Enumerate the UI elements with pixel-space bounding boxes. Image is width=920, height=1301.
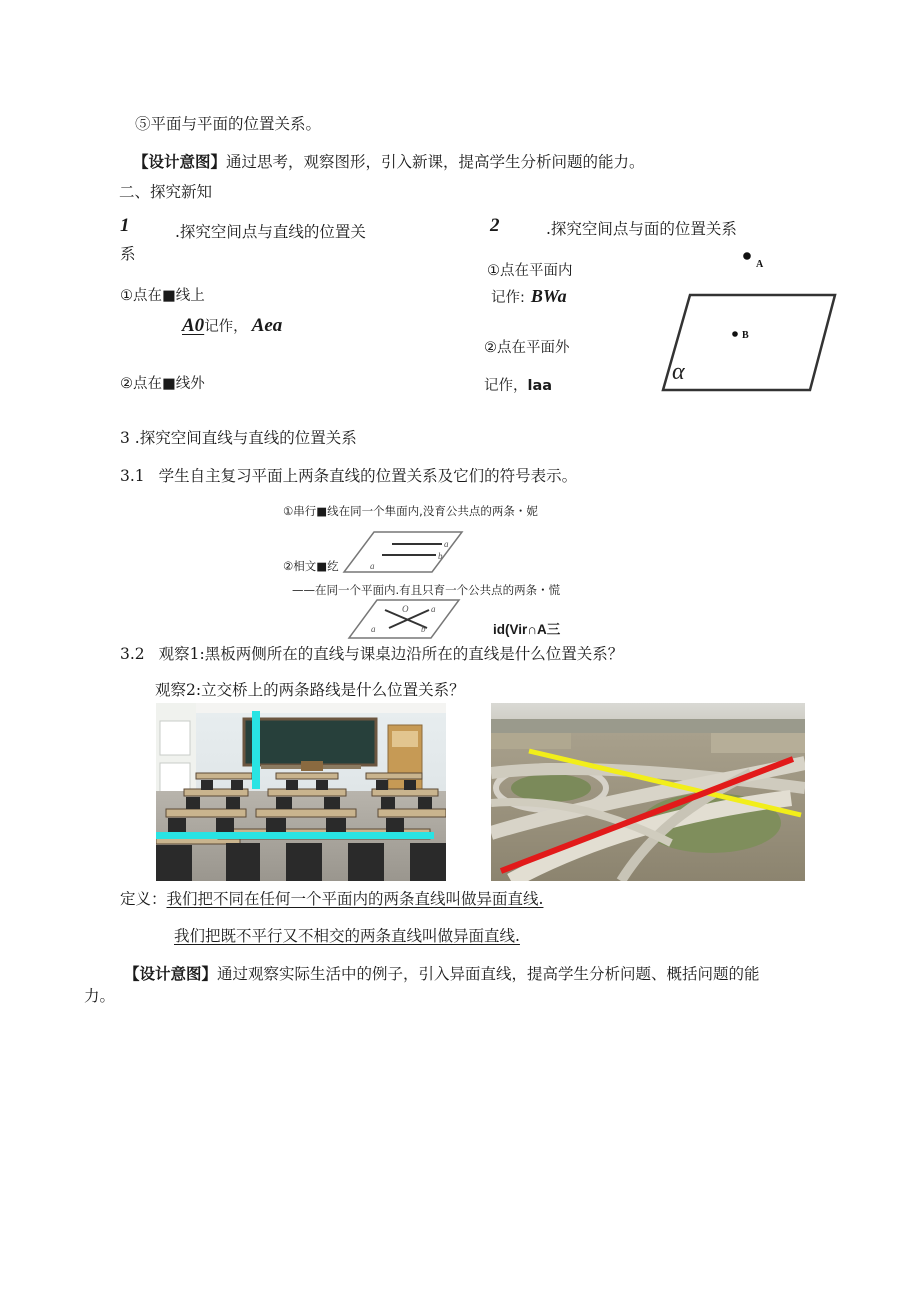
p32-obs1 bbox=[120, 642, 623, 664]
sub2-notation1-b: BWa bbox=[530, 286, 567, 306]
p32-obs1-text: 观察1:黑板两侧所在的直线与课桌边沿所在的直线是什么位置关系？ bbox=[158, 645, 624, 663]
point-a bbox=[743, 252, 751, 260]
sub2-notation1 bbox=[491, 286, 567, 307]
blackboard-edge-highlight bbox=[252, 711, 260, 789]
p31-text: 学生自主复习平面上两条直线的位置关系及它们的符号表示。 bbox=[158, 467, 578, 485]
sub2-title: .探究空间点与面的位置关系 bbox=[546, 220, 737, 238]
point-a-label: A bbox=[756, 259, 764, 270]
plane-shape bbox=[663, 295, 835, 390]
parallel-lines-figure bbox=[340, 528, 465, 578]
design-intent-2-text: 通过观察实际生活中的例子，引入异面直线，提高学生分析问题、概括问题的能 bbox=[217, 965, 760, 983]
definition-label: 定义： bbox=[120, 890, 167, 908]
intersection-label-o: O bbox=[402, 604, 409, 614]
sub2-notation2-a: 记作， bbox=[484, 378, 528, 394]
design-intent-2-tag: 【设计意图】 bbox=[124, 964, 218, 983]
sub1-notation bbox=[182, 315, 282, 337]
design-intent-2 bbox=[124, 962, 760, 984]
sub1-title: .探究空间点与直线的位置关 bbox=[175, 223, 366, 241]
p31 bbox=[120, 464, 577, 486]
sub1-number: 1 bbox=[120, 215, 130, 236]
parallel-plane-label: a bbox=[370, 561, 375, 571]
sub2-notation2 bbox=[484, 374, 552, 395]
classroom-photo bbox=[156, 703, 446, 881]
sub1-notation-c: Aea bbox=[251, 315, 283, 336]
p32-obs2: 观察2:立交桥上的两条路线是什么位置关系？ bbox=[155, 681, 465, 699]
sub1-title-cont: 系 bbox=[120, 245, 136, 263]
fig31-line3: ——在同一个平面内.有且只育一个公共点的两条・慌 bbox=[292, 583, 561, 597]
p31-number: 3.1 bbox=[120, 467, 145, 485]
sub2-item2: ②点在平面外 bbox=[484, 340, 570, 356]
intersecting-plane-label: a bbox=[371, 624, 376, 634]
sub2-number: 2 bbox=[490, 215, 500, 236]
sub1-item1: ①点在■线上 bbox=[120, 288, 205, 304]
intersecting-lines-figure bbox=[345, 598, 465, 640]
plane-alpha-label: α bbox=[672, 359, 685, 385]
sub2-notation2-b: laa bbox=[527, 378, 553, 394]
definition-text-1: 我们把不同在任何一个平面内的两条直线叫做异面直线. bbox=[166, 890, 544, 908]
p32-number: 3.2 bbox=[120, 645, 145, 663]
point-b bbox=[732, 331, 738, 337]
definition-1 bbox=[120, 887, 543, 909]
sub2-item1: ①点在平面内 bbox=[487, 263, 573, 279]
fig31-line1: ①串行■线在同一个隼面内,没育公共点的两条・妮 bbox=[283, 504, 538, 518]
parallel-label-a: a bbox=[444, 539, 449, 549]
intersecting-label-b: b bbox=[421, 624, 426, 634]
intro-item: ⑤平面与平面的位置关系。 bbox=[135, 115, 322, 133]
sub1-notation-a: A0 bbox=[182, 315, 205, 336]
parallel-label-b: b bbox=[438, 551, 443, 561]
fig31-line4: id(Vir∩A三 bbox=[493, 622, 561, 637]
sub3-title: 3 .探究空间直线与直线的位置关系 bbox=[120, 429, 357, 447]
design-intent-1 bbox=[133, 150, 645, 172]
sub2-notation1-a: 记作: bbox=[491, 290, 525, 306]
design-intent-text: 通过思考，观察图形，引入新课，提高学生分析问题的能力。 bbox=[226, 153, 645, 171]
fig31-line2: ②相文■纥 bbox=[283, 559, 339, 573]
interchange-photo bbox=[491, 703, 805, 881]
intersecting-label-a: a bbox=[431, 604, 436, 614]
definition-text-2: 我们把既不平行又不相交的两条直线叫做异面直线. bbox=[174, 927, 520, 945]
sub1-notation-b: 记作， bbox=[204, 319, 248, 335]
parallel-plane bbox=[344, 532, 462, 572]
design-intent-tag: 【设计意图】 bbox=[133, 152, 227, 171]
plane-figure bbox=[655, 240, 845, 400]
design-intent-2-cont: 力。 bbox=[84, 987, 116, 1005]
desk-edge-highlight bbox=[156, 832, 434, 839]
point-b-label: B bbox=[742, 330, 749, 341]
sub1-item2: ②点在■线外 bbox=[120, 376, 205, 392]
section-title: 二、探究新知 bbox=[119, 183, 213, 201]
